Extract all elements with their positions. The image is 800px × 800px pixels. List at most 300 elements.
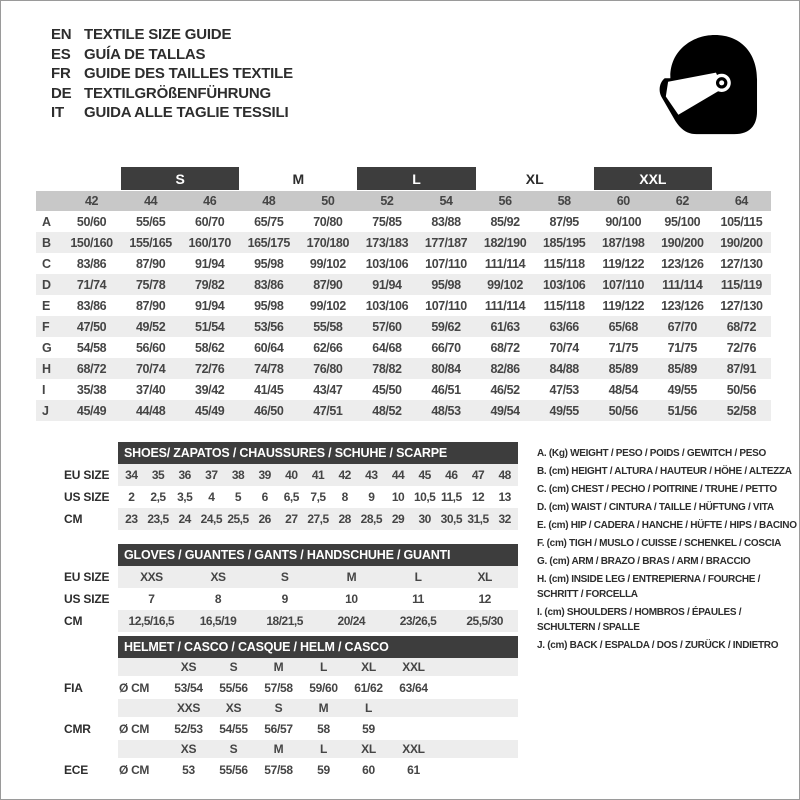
measurement-cell: 67/70 — [667, 319, 697, 334]
measurement-cell: 95/98 — [254, 256, 284, 271]
measurement-cell: 68/72 — [726, 319, 757, 334]
shoes-cell: 11,5 — [440, 490, 462, 504]
legend-item: H. (cm) INSIDE LEG / ENTREPIERNA / FOURCHE / SCHRITT / FORCELLA — [537, 574, 761, 600]
measurement-cell: 91/94 — [372, 277, 402, 292]
measurement-cell: 115/118 — [543, 298, 585, 313]
measurement-cell: 84/88 — [549, 361, 579, 376]
measurement-cell: 103/106 — [365, 298, 409, 313]
measurement-cell: 53/56 — [254, 319, 284, 334]
gloves-rows — [36, 566, 518, 632]
measurement-row — [36, 358, 771, 379]
helmet-section — [36, 636, 518, 781]
measurement-row — [36, 274, 771, 295]
helmet-unit-label: Ø CM — [119, 721, 150, 736]
shoes-value-row — [118, 486, 518, 508]
measurement-cell: 74/78 — [254, 361, 284, 376]
measurement-cell: 165/175 — [247, 235, 290, 250]
measurement-cell: 78/82 — [372, 361, 402, 376]
helmet-values-ece — [118, 758, 518, 781]
measurement-cell: 111/114 — [484, 298, 526, 313]
measurement-cell: 62/66 — [313, 340, 343, 355]
legend-item: I. (cm) SHOULDERS / HOMBROS / ÉPAULES / SCHULTERN / SPALLE — [537, 607, 742, 633]
language-row — [51, 25, 293, 45]
language-row — [51, 45, 293, 65]
shoes-cell: 23,5 — [147, 512, 169, 526]
shoes-cell: 34 — [125, 468, 138, 482]
measurement-cell: 103/106 — [542, 277, 586, 292]
measurement-cell: 37/40 — [135, 382, 166, 397]
shoes-cell: 47 — [471, 468, 485, 482]
measurement-cell: 50/56 — [608, 403, 638, 418]
size-group-spacer — [62, 167, 121, 190]
measurement-row — [36, 337, 771, 358]
measurement-cell: 65/68 — [608, 319, 638, 334]
size-column-header: 60 — [616, 194, 630, 208]
size-group-m: M — [292, 170, 305, 187]
helmet-size-header: XS — [225, 701, 242, 715]
language-label: GUIDA ALLE TAGLIE TESSILI — [84, 104, 289, 121]
measurement-cell: 111/114 — [662, 277, 703, 292]
size-column-header: 44 — [144, 194, 158, 208]
measurement-cell: 49/55 — [549, 403, 579, 418]
size-column-header: 46 — [203, 194, 217, 208]
measurement-cell: 99/102 — [309, 298, 346, 313]
measurement-cell: 182/190 — [483, 235, 527, 250]
measurement-cell: 85/89 — [667, 361, 697, 376]
measurement-cell: 49/54 — [490, 403, 520, 418]
measurement-cell: 72/76 — [195, 361, 225, 376]
measurement-cell: 177/187 — [424, 235, 468, 250]
helmet-size-header-row — [36, 740, 518, 758]
language-label: TEXTILE SIZE GUIDE — [84, 26, 232, 43]
shoes-data-row — [36, 464, 518, 486]
measurement-row-label: D — [42, 277, 52, 292]
shoes-cell: 26 — [258, 512, 271, 526]
gloves-value-row — [118, 610, 518, 632]
measurement-cell: 71/75 — [667, 340, 697, 355]
helmet-cell: 55/56 — [219, 680, 248, 695]
helmet-standard-label: ECE — [64, 762, 89, 777]
measurement-cell: 43/47 — [313, 382, 343, 397]
shoes-value-row — [118, 464, 518, 486]
measurement-cell: 51/56 — [667, 403, 697, 418]
measurement-cell: 50/56 — [726, 382, 757, 397]
measurement-cell: 75/78 — [135, 277, 166, 292]
measurement-cell: 75/85 — [372, 214, 402, 229]
measurement-cell: 46/51 — [431, 382, 461, 397]
shoes-cell: 2,5 — [150, 490, 166, 504]
measurement-row — [36, 295, 771, 316]
measurement-cell: 55/65 — [135, 214, 166, 229]
size-column-header: 64 — [734, 194, 748, 208]
size-column-header: 50 — [321, 194, 335, 208]
shoes-title-row — [36, 442, 518, 464]
measurement-cell: 95/100 — [664, 214, 701, 229]
measurement-row-label: E — [42, 298, 51, 313]
language-row — [51, 84, 293, 104]
helmet-cell: 59 — [362, 721, 375, 736]
measurement-cell: 50/60 — [76, 214, 107, 229]
measurement-row-label: H — [42, 361, 52, 376]
helmet-size-header: S — [274, 701, 283, 715]
measurement-row-label: J — [42, 403, 49, 418]
legend-item: F. (cm) TIGH / MUSLO / CUISSE / SCHENKEL / COSCIA — [537, 538, 782, 549]
helmet-size-header: XS — [180, 660, 197, 674]
measurement-cell: 127/130 — [720, 256, 763, 271]
size-group-spacer — [712, 167, 771, 190]
helmet-sizes-fia — [118, 658, 518, 676]
measurement-cell: 160/170 — [188, 235, 231, 250]
shoes-cell: 5 — [234, 490, 242, 504]
measurement-cell: 46/52 — [490, 382, 520, 397]
measurement-cell: 82/86 — [490, 361, 520, 376]
helmet-size-header: XL — [361, 660, 376, 674]
gloves-cell: 11 — [412, 592, 424, 606]
racing-helmet-icon — [649, 27, 767, 141]
measurement-cell: 115/118 — [543, 256, 585, 271]
textile-size-table — [36, 167, 771, 421]
gloves-cell: M — [346, 570, 357, 584]
measurement-row — [36, 400, 771, 421]
helmet-value-row-ece — [36, 758, 518, 781]
measurement-cell: 65/75 — [254, 214, 284, 229]
measurement-row-label: C — [42, 256, 52, 271]
shoes-cell: 3,5 — [177, 490, 193, 504]
helmet-size-header: XS — [180, 742, 197, 756]
language-code: ES — [51, 45, 71, 63]
measurement-cell: 87/91 — [726, 361, 757, 376]
measurement-cell: 63/66 — [549, 319, 579, 334]
measurement-cell: 99/102 — [309, 256, 346, 271]
helmet-value-row-cmr — [36, 717, 518, 740]
helmet-cell: 53/54 — [174, 680, 203, 695]
shoes-cell: 41 — [311, 468, 325, 482]
shoes-cell: 24 — [178, 512, 191, 526]
measurement-cell: 99/102 — [487, 277, 523, 292]
measurement-cell: 60/70 — [195, 214, 225, 229]
helmet-size-spacer — [36, 740, 118, 758]
shoes-data-row — [36, 508, 518, 530]
helmet-size-header: XL — [361, 742, 376, 756]
shoes-cell: 27 — [285, 512, 298, 526]
helmet-size-header: S — [229, 660, 238, 674]
helmet-table-title: HELMET / CASCO / CASQUE / HELM / CASCO — [118, 636, 518, 658]
measurement-cell: 64/68 — [372, 340, 402, 355]
helmet-size-header: S — [229, 742, 238, 756]
gloves-cell: XXS — [140, 570, 163, 584]
measurement-cell: 107/110 — [425, 298, 467, 313]
gloves-title-spacer — [36, 544, 118, 566]
shoes-cell: 45 — [418, 468, 431, 482]
legend-item: C. (cm) CHEST / PECHO / POITRINE / TRUHE / PETTO — [537, 484, 777, 495]
helmet-cell: 59/60 — [309, 680, 338, 695]
shoes-value-row — [118, 508, 518, 530]
measurement-row-label: B — [42, 235, 52, 250]
size-group-s: S — [121, 167, 239, 190]
gloves-cell: L — [414, 570, 422, 584]
gloves-cell: 25,5/30 — [466, 614, 503, 628]
measurement-cell: 91/94 — [195, 256, 225, 271]
helmet-sizes-ece — [118, 740, 518, 758]
legend-item: E. (cm) HIP / CADERA / HANCHE / HÜFTE / HIPS / BACINO — [537, 520, 797, 531]
helmet-value-row-fia — [36, 676, 518, 699]
measurement-cell: 72/76 — [726, 340, 757, 355]
shoes-cell: 10,5 — [413, 490, 436, 504]
gloves-cell: 7 — [148, 592, 155, 606]
measurement-cell: 87/90 — [135, 298, 166, 313]
shoes-cell: 29 — [391, 512, 405, 526]
shoes-cell: 27,5 — [307, 512, 329, 526]
measurement-cell: 187/198 — [602, 235, 645, 250]
helmet-size-header: M — [273, 660, 284, 674]
measurement-cell: 119/122 — [602, 256, 645, 271]
gloves-row-label: EU SIZE — [64, 570, 110, 584]
measurement-cell: 87/95 — [549, 214, 579, 229]
size-number-row — [36, 191, 771, 211]
measurement-cell: 68/72 — [490, 340, 520, 355]
measurement-cell: 61/63 — [490, 319, 520, 334]
shoes-cell: 39 — [258, 468, 271, 482]
helmet-values-cmr — [118, 717, 518, 740]
helmet-cell: 61 — [407, 762, 420, 777]
gloves-cell: 10 — [345, 592, 358, 606]
measurement-cell: 83/86 — [76, 298, 107, 313]
shoes-cell: 2 — [128, 490, 135, 504]
measurement-cell: 83/88 — [431, 214, 461, 229]
size-column-header: 54 — [439, 194, 453, 208]
language-list — [51, 25, 293, 123]
helmet-cell: 61/62 — [354, 680, 383, 695]
measurement-cell: 91/94 — [195, 298, 225, 313]
measurement-cell: 123/126 — [661, 256, 704, 271]
helmet-cell: 52/53 — [174, 721, 203, 736]
measurement-cell: 47/51 — [313, 403, 343, 418]
language-code: IT — [51, 104, 64, 121]
size-column-header: 62 — [675, 194, 689, 208]
shoes-cell: 10 — [391, 490, 405, 504]
gloves-table-title: GLOVES / GUANTES / GANTS / HANDSCHUHE / GUANTI — [118, 544, 518, 566]
shoes-cell: 30 — [418, 512, 431, 526]
helmet-cell: 57/58 — [264, 762, 293, 777]
measurement-cell: 47/50 — [76, 319, 107, 334]
shoes-cell: 35 — [151, 468, 165, 482]
helmet-size-header: M — [318, 701, 329, 715]
shoes-cell: 28 — [338, 512, 351, 526]
measurement-cell: 44/48 — [135, 403, 166, 418]
shoes-cell: 36 — [178, 468, 191, 482]
shoes-table-title: SHOES/ ZAPATOS / CHAUSSURES / SCHUHE / SCARPE — [118, 442, 518, 464]
shoes-cell: 48 — [498, 468, 511, 482]
measurement-cell: 56/60 — [135, 340, 166, 355]
measurement-cell: 71/74 — [76, 277, 107, 292]
measurement-cell: 95/98 — [254, 298, 284, 313]
shoes-cell: 32 — [498, 512, 511, 526]
shoes-cell: 4 — [208, 490, 215, 504]
helmet-cell: 63/64 — [399, 680, 428, 695]
helmet-cell: 57/58 — [264, 680, 293, 695]
measurement-cell: 49/55 — [667, 382, 697, 397]
helmet-cell: 53 — [182, 762, 195, 777]
shoes-cell: 12 — [471, 490, 485, 504]
measurement-row — [36, 211, 771, 232]
measurement-cell: 173/183 — [365, 235, 409, 250]
measurement-cell: 107/110 — [602, 277, 645, 292]
language-code: EN — [51, 26, 72, 43]
helmet-size-header: XXS — [176, 701, 201, 715]
helmet-size-spacer — [36, 658, 118, 676]
helmet-rows — [36, 658, 518, 781]
gloves-section — [36, 544, 518, 632]
helmet-cell: 55/56 — [219, 762, 248, 777]
measurement-cell: 85/92 — [490, 214, 520, 229]
shoes-data-row — [36, 486, 518, 508]
measurement-cell: 123/126 — [661, 298, 704, 313]
shoes-cell: 28,5 — [360, 512, 382, 526]
measurement-cell: 70/74 — [549, 340, 579, 355]
shoes-cell: 44 — [391, 468, 405, 482]
gloves-cell: XL — [477, 570, 492, 584]
measurement-cell: 185/195 — [542, 235, 586, 250]
measurement-cell: 111/114 — [484, 256, 526, 271]
helmet-cell: 59 — [317, 762, 330, 777]
measurement-cell: 51/54 — [195, 319, 225, 334]
measurement-cell: 76/80 — [313, 361, 343, 376]
gloves-cell: 20/24 — [337, 614, 366, 628]
size-column-header: 52 — [380, 194, 394, 208]
helmet-size-header-row — [36, 699, 518, 717]
shoes-cell: 40 — [285, 468, 298, 482]
helmet-title-spacer — [36, 636, 118, 658]
visor-pivot-center — [719, 80, 724, 85]
helmet-size-header: L — [364, 701, 373, 715]
shoes-cell: 43 — [365, 468, 378, 482]
language-row — [51, 103, 293, 123]
legend-item: B. (cm) HEIGHT / ALTURA / HAUTEUR / HÖHE / ALTEZZA — [537, 466, 792, 477]
language-code: FR — [51, 65, 71, 82]
size-column-header: 56 — [498, 194, 512, 208]
language-label: GUÍA DE TALLAS — [84, 45, 206, 63]
measurement-cell: 107/110 — [425, 256, 467, 271]
shoes-cell: 38 — [231, 468, 245, 482]
measurement-cell: 70/80 — [313, 214, 343, 229]
measurement-cell: 55/58 — [313, 319, 343, 334]
gloves-value-row — [118, 566, 518, 588]
size-group-l: L — [357, 167, 475, 190]
measurement-cell: 83/86 — [76, 256, 107, 271]
helmet-size-header: L — [319, 660, 328, 674]
measurement-row-label: A — [42, 214, 52, 229]
gloves-data-row — [36, 588, 518, 610]
measurement-cell: 90/100 — [605, 214, 642, 229]
legend-item: G. (cm) ARM / BRAZO / BRAS / ARM / BRACCIO — [537, 556, 751, 567]
measurement-row — [36, 316, 771, 337]
shoes-cell: 8 — [341, 490, 348, 504]
gloves-row-label: CM — [64, 614, 83, 628]
measurement-cell: 48/53 — [431, 403, 461, 418]
measurement-cell: 105/115 — [720, 214, 763, 229]
helmet-cell: 58 — [317, 721, 330, 736]
measurement-cell: 83/86 — [254, 277, 284, 292]
helmet-standard-label: CMR — [64, 721, 91, 736]
measurement-row — [36, 232, 771, 253]
measurement-row-label: G — [42, 340, 52, 355]
size-group-xxl: XXL — [594, 167, 712, 190]
gloves-cell: 12 — [478, 592, 491, 606]
gloves-data-row — [36, 566, 518, 588]
row-label-spacer — [36, 191, 62, 211]
shoes-cell: 42 — [338, 468, 351, 482]
measurement-cell: 58/62 — [195, 340, 225, 355]
measurement-cell: 54/58 — [76, 340, 107, 355]
shoes-section — [36, 442, 518, 530]
helmet-size-header-row — [36, 658, 518, 676]
language-label: GUIDE DES TAILLES TEXTILE — [84, 65, 293, 82]
measurement-cell: 48/54 — [608, 382, 638, 397]
measurement-cell: 127/130 — [720, 298, 763, 313]
measurement-cell: 45/50 — [372, 382, 402, 397]
measurement-cell: 119/122 — [602, 298, 645, 313]
measurement-cell: 87/90 — [313, 277, 343, 292]
measurement-cell: 87/90 — [135, 256, 166, 271]
measurement-cell: 57/60 — [372, 319, 402, 334]
measurement-cell: 68/72 — [76, 361, 107, 376]
language-code: DE — [51, 84, 72, 102]
measurement-cell: 115/119 — [720, 277, 762, 292]
measurement-cell: 70/74 — [135, 361, 166, 376]
measurement-cell: 60/64 — [254, 340, 284, 355]
helmet-cell: 60 — [362, 762, 375, 777]
measurement-cell: 71/75 — [608, 340, 638, 355]
gloves-cell: S — [280, 570, 289, 584]
legend-item: D. (cm) WAIST / CINTURA / TAILLE / HÜFTUNG / VITA — [537, 502, 774, 513]
shoes-cell: 25,5 — [227, 512, 249, 526]
measurement-row — [36, 379, 771, 400]
helmet-values-fia — [118, 676, 518, 699]
measurement-cell: 47/53 — [549, 382, 579, 397]
measurement-cell: 170/180 — [306, 235, 350, 250]
measurement-cell: 190/200 — [661, 235, 704, 250]
helmet-size-spacer — [36, 699, 118, 717]
legend-item: J. (cm) BACK / ESPALDA / DOS / ZURÜCK / INDIETRO — [537, 640, 779, 651]
helmet-size-header: L — [319, 742, 328, 756]
measurement-cell: 46/50 — [254, 403, 284, 418]
shoes-row-label: US SIZE — [64, 490, 110, 504]
gloves-cell: XS — [210, 570, 226, 584]
gloves-cell: 23/26,5 — [399, 614, 437, 628]
measurement-cell: 103/106 — [365, 256, 409, 271]
measurement-cell: 39/42 — [195, 382, 225, 397]
measurement-cell: 85/89 — [608, 361, 638, 376]
shoes-cell: 6 — [261, 490, 268, 504]
shoes-cell: 31,5 — [467, 512, 489, 526]
measurement-row — [36, 253, 771, 274]
gloves-row-label: US SIZE — [64, 592, 110, 606]
helmet-cell: 56/57 — [264, 721, 293, 736]
size-column-header: 58 — [557, 194, 571, 208]
helmet-unit-label: Ø CM — [119, 762, 150, 777]
size-column-header: 48 — [262, 194, 276, 208]
shoes-cell: 37 — [205, 468, 218, 482]
measurement-row-label: F — [42, 319, 50, 334]
measurement-cell: 45/49 — [195, 403, 225, 418]
measurement-cell: 52/58 — [726, 403, 757, 418]
measurement-cell: 66/70 — [431, 340, 461, 355]
measurement-cell: 48/52 — [372, 403, 402, 418]
language-label: TEXTILGRÖßENFÜHRUNG — [84, 84, 272, 102]
shoes-cell: 7,5 — [310, 490, 326, 504]
measurement-cell: 79/82 — [195, 277, 225, 292]
measurement-cell: 49/52 — [135, 319, 166, 334]
